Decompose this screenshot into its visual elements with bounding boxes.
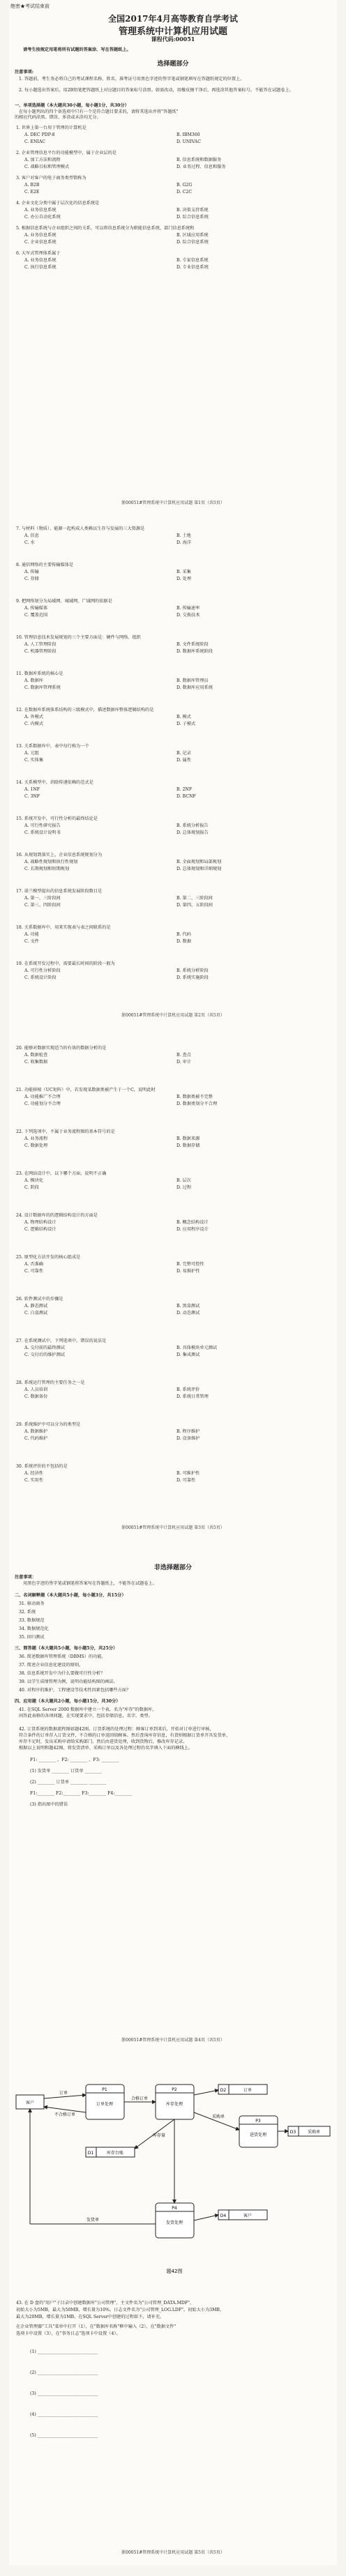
option-b: B. 黑盒测试 — [176, 1304, 200, 1309]
notice-title: 注意事项: — [15, 70, 34, 75]
option-c: C. 水 — [24, 540, 35, 545]
question-stem: 4. 企业文化分类中属于层次化的信息系统是 — [16, 201, 100, 206]
question-stem: 24. 设计数据库的的逻辑结构设计的方面是 — [16, 1213, 98, 1218]
page-3 — [9, 1025, 337, 1537]
question-stem: 14. 关系模型中，消除传递依赖的范式是 — [16, 780, 93, 785]
option-c: C. 机器管理阶段 — [24, 649, 57, 654]
option-b: B. 数据库管理员 — [176, 678, 209, 683]
option-b: B. 决策支持系统 — [176, 208, 209, 213]
option-d: D. 子模式 — [176, 722, 196, 726]
s3-item-40: 40. 对程序的维护，工程建设等技术性因素包括哪些方面？ — [19, 1688, 131, 1693]
option-c: C. 战略目标和管理模式 — [24, 165, 70, 169]
page-4 — [9, 1537, 337, 2050]
process-p4-id: P4 — [172, 2206, 177, 2211]
q41-line-2: 问答此表格的各项问题，在实现要求中，包括存储信息，名字，类型。 — [19, 1714, 153, 1718]
option-c: C. 可靠性 — [24, 1269, 44, 1274]
option-b: B. 采集 — [176, 570, 191, 574]
notice-title-2: 注意事项： — [15, 1575, 36, 1580]
option-b: B. 完整可控性 — [176, 1262, 204, 1267]
option-d: D. 数据类划分不合理 — [176, 1102, 218, 1106]
question-stem: 20. 能够对数据实现适当的有效的数据分析的是 — [16, 1046, 107, 1051]
option-a: A. 战略性规划和执行性规划 — [24, 860, 78, 864]
option-a: A. 数据维护 — [24, 1429, 48, 1434]
option-a: A. 业务信息系统 — [24, 258, 57, 263]
option-c: C. 代码维护 — [24, 1436, 48, 1441]
s2-item-34: 34. 数据规范化 — [19, 1626, 49, 1631]
question-stem: 22. 下列选项中，不属于业务流程图的基本符号的是 — [16, 1129, 115, 1134]
option-c: C. 内模式 — [24, 722, 44, 726]
question-stem: 18. 关系数据库中，用来实现表与表之间联系的是 — [16, 925, 111, 930]
option-b: B. 程序维护 — [176, 1429, 200, 1434]
course-title: 管理系统中计算机应用试题 — [118, 26, 227, 37]
page-1 — [9, 0, 337, 512]
svg-text:订单: 订单 — [243, 2088, 253, 2093]
process-p4-name: 发货处理 — [165, 2220, 183, 2225]
option-b: B. 信息系统和数据服务 — [176, 158, 222, 162]
section-2-title: 二、名词解释题（本大题共5小题，每小题3分，共15分） — [15, 1593, 126, 1598]
option-c: C. 存储 — [24, 577, 39, 581]
svg-text:D3: D3 — [289, 2130, 296, 2135]
option-d: D. 专业信息系统 — [176, 265, 209, 270]
q43-line-1: 43. 在 D 盘的"用户"子目录中创建数据库"公司管理"，主文件名为"公司管理_DATA.MDF"， — [16, 2301, 195, 2306]
svg-text:订单: 订单 — [59, 2091, 68, 2096]
question-stem: 10. 管理信息技术发展规划的三个主要方面是：硬件与网络、组织 — [16, 635, 141, 640]
option-a: A. 模块化 — [24, 1178, 43, 1183]
option-b: B. 土地 — [176, 533, 191, 538]
option-c: C. 长期规划和短期规划 — [24, 867, 70, 871]
section-1-title: 一、单项选择题（本大题共30小题，每小题1分，共30分） — [15, 103, 129, 108]
option-c: C. 逻辑结构设计 — [24, 1227, 57, 1232]
option-d: D. 数据存储 — [176, 1143, 200, 1148]
s3-item-37: 37. 简述企业信息化建设的原则。 — [19, 1663, 84, 1668]
option-c: C. 功能划分不合理 — [24, 1102, 61, 1106]
q42-line-1: 42. 订货系统的数据流程图如题42图。订货系统的处理过程：顾客订单到来后，开始对订单进行审核， — [19, 1727, 214, 1732]
q43-line-3: 最大为20MB，增长量为1MB。在SQL Server中创建的过程如下，请补充。 — [16, 2315, 165, 2319]
option-a: A. 数据检查 — [24, 1053, 48, 1058]
option-a: A. 经济性 — [24, 1471, 43, 1476]
blank-4[interactable]: (4) ____________________________ — [30, 2412, 98, 2417]
svg-text:D1: D1 — [87, 2151, 94, 2156]
option-c: C. 白盒测试 — [24, 1311, 48, 1316]
question-stem: 1. 世界上第一台用于管理的计算机是 — [16, 125, 86, 130]
process-p3-id: P3 — [255, 2119, 261, 2124]
option-b: B. G2G — [176, 183, 193, 188]
option-b: B. 可维护性 — [176, 1471, 200, 1476]
option-a: A. 第一、三阶段间 — [24, 896, 61, 901]
option-c: C. 办公自动化系统 — [24, 215, 61, 220]
option-d: D. 系统实施阶段 — [176, 975, 209, 980]
page-1-footer: 浙00051#管理系统中计算机应用试题 第1页（共5页） — [121, 501, 225, 505]
section-nonchoice: 非选择题部分 — [153, 1564, 192, 1571]
option-a: A. B2B — [24, 183, 40, 188]
option-d: D. 总体规划报告 — [176, 830, 209, 835]
option-d: D. 审计 — [176, 1060, 192, 1065]
option-a: A. 元组 — [24, 751, 39, 756]
option-a: A. 否准确 — [24, 1262, 43, 1267]
option-d: D. 综合信息系统 — [176, 215, 209, 220]
option-c: C. 实体集 — [24, 758, 44, 763]
svg-text:D2: D2 — [220, 2088, 227, 2093]
option-d: D. 易维护性 — [176, 1269, 200, 1274]
question-stem: 25. 原型化方法开发的核心组成是 — [16, 1255, 81, 1260]
s2-item-31: 31. 移动商务 — [19, 1601, 45, 1606]
s3-item-36: 36. 简述数据库管理系统（DBMS）的功能。 — [19, 1654, 106, 1659]
option-a: A. 数据库 — [24, 678, 43, 683]
option-a: A. 业务流程 — [24, 1136, 48, 1141]
option-c: C. 数据处理 — [24, 1143, 48, 1148]
fill-line-2: (1) 发货单 ________ 订货单 ________ — [30, 1769, 103, 1774]
question-stem: 9. 把网络划分为局域网、城域网、广域网的依据是 — [16, 599, 112, 604]
option-b: B. 文件系统阶段 — [176, 642, 209, 647]
process-p3-name: 进货处理 — [249, 2133, 267, 2137]
option-b: B. 记录 — [176, 751, 191, 756]
option-b: B. 传输速率 — [176, 606, 200, 611]
svg-text:客户: 客户 — [243, 2213, 253, 2218]
svg-text:库存量: 库存量 — [152, 2133, 166, 2138]
question-stem: 27. 在系统测试中，下列选项中，错误的说法是 — [16, 1339, 107, 1343]
s2-item-32: 32. 系统 — [19, 1610, 36, 1615]
option-b: B. 第二、三阶段间 — [176, 896, 213, 901]
page-2 — [9, 512, 337, 1025]
option-d: D. 过程 — [176, 1185, 192, 1190]
question-stem: 8. 通信网络的主要传输媒体是 — [16, 563, 74, 567]
fill-line-4: F1:________ F2:________ F3:________ F4:________ — [30, 1791, 133, 1796]
option-a: A. 业务信息系统 — [24, 208, 57, 213]
option-b: B. 系统分析阶段 — [176, 968, 209, 973]
question-stem: 6. 大军式管理体系属于 — [16, 251, 61, 256]
option-c: C. 阶段 — [24, 1185, 39, 1190]
blank-1[interactable]: (1) ____________________________ — [30, 2349, 98, 2354]
question-stem: 16. 从规划到落实上，企业信息系统规划分为 — [16, 853, 103, 858]
option-b: B. 专家信息系统 — [176, 258, 209, 263]
option-c: C. 文件 — [24, 939, 39, 944]
section-1-desc-2: 的相应代码涂黑。错涂、多涂或未涂均无分。 — [15, 115, 101, 120]
option-b: B. 系统评价 — [176, 1387, 200, 1392]
option-a: A. 静态测试 — [24, 1304, 48, 1309]
option-b: B. 系统分析报告 — [176, 823, 209, 828]
svg-text:采购单: 采购单 — [211, 2114, 225, 2119]
question-stem: 23. 在网站设计中，以下哪个方面，说明不正确 — [16, 1171, 107, 1176]
option-a: A. 信息 — [24, 533, 39, 538]
option-b: B. 查点 — [176, 1053, 191, 1058]
option-c: C. 收集数据 — [24, 1060, 48, 1065]
s3-item-39: 39. 以学生成绩管理为例，说明功能结构图的画法。 — [19, 1679, 118, 1684]
option-d: D. 处理 — [176, 577, 192, 581]
option-d: D. 系统日常管理 — [176, 1394, 209, 1399]
option-a: A. 业务信息系统 — [24, 233, 57, 238]
option-d: D. 集成测试 — [176, 1352, 200, 1357]
question-stem: 30. 系统评价的不包括的是 — [16, 1464, 68, 1469]
option-b: B. 概念结构设计 — [176, 1220, 209, 1225]
option-c: C. 数据库管理系统 — [24, 685, 61, 690]
option-c: C. 3NF — [24, 794, 40, 799]
option-a: A. 外模式 — [24, 715, 43, 719]
section-3-title: 三、简答题（本大题共5小题，每小题5分，共25分） — [15, 1646, 118, 1651]
page-5 — [9, 2050, 337, 2566]
option-a: A. 传输媒体 — [24, 606, 48, 611]
section-4-title: 四、应用题（本大题共2小题，每小题15分，共30分） — [15, 1699, 121, 1704]
option-d: D. 第四、五阶段间 — [176, 903, 213, 908]
process-p1-name: 订单处理 — [96, 2102, 114, 2107]
option-d: D. C2C — [176, 190, 193, 195]
notice-2-1: 用黑色字迹的签字笔或钢笔将答案写在答题纸上，不能答在试题卷上。 — [23, 1581, 157, 1586]
question-stem: 11. 数据库系统的核心是 — [16, 671, 63, 676]
option-a: A. 功能推广不合理 — [24, 1095, 61, 1099]
s2-item-35: 35. 回归测试 — [19, 1635, 45, 1640]
option-a: A. 加工方法和流程 — [24, 158, 61, 162]
q42-line-2: 符合条件的订单存入订货文件，不合格的订单返回给顾客。然后查询库存信息，有货则根据订货单开具发货单， — [19, 1733, 231, 1738]
option-d: D. 总体规划和详细规划 — [176, 867, 222, 871]
option-d: D. 应用程序设计 — [176, 1227, 209, 1232]
question-stem: 17. 诺兰模型提出的信息系统发展阶段数目是 — [16, 889, 103, 894]
option-c: C. 实用性 — [24, 1478, 44, 1483]
option-d: D. 动态测试 — [176, 1311, 200, 1316]
entity-customer-label: 客户 — [25, 2101, 35, 2105]
option-c: C. 交付后的维护测试 — [24, 1352, 65, 1357]
option-a: A. 交付前的最终测试 — [24, 1346, 65, 1350]
option-d: D. 可靠性 — [176, 1478, 196, 1483]
svg-text:发货单: 发货单 — [86, 2218, 100, 2223]
svg-text:D4: D4 — [220, 2213, 227, 2218]
q43-line-2: 初始大小为5MB，最大为50MB，增长量为10%。日志文件名为"公司管理_LOG.LDF"，初始大小为3MB， — [16, 2308, 225, 2312]
question-stem: 28. 系统运行管理的主要任务之一是 — [16, 1380, 85, 1385]
option-c: C. ENIAC — [24, 139, 46, 144]
option-c: C. 第三、四阶段间 — [24, 903, 61, 908]
course-code: 课程代码:00051 — [151, 36, 195, 43]
option-d: D. 交换技术 — [176, 613, 200, 618]
svg-text:合格订单: 合格订单 — [130, 2096, 149, 2101]
question-stem: 19. 在系统开发过程中，需要最长时间的阶段一般为 — [16, 961, 115, 966]
option-d: D. 数据库应用系统 — [176, 685, 213, 690]
option-d: D. 属性 — [176, 758, 192, 763]
dfd-diagram — [9, 2064, 337, 2294]
page-2-footer: 浙00051#管理系统中计算机应用试题 第2页（共5页） — [121, 1013, 225, 1018]
page-5-footer: 浙00051#管理系统中计算机应用试题 第5页（共5页） — [121, 2550, 225, 2555]
svg-text:采购单: 采购单 — [307, 2130, 321, 2135]
process-p1-id: P1 — [102, 2087, 107, 2092]
q42-line-4: 根据以上说明和题42图，将发货清单、采购订单以及各处理过程的名字填入下面的横线上。 — [19, 1746, 193, 1751]
question-stem: 21. 功能移植（UC矩阵）中，若发现某数据类被产生于一个C，说明此时 — [16, 1088, 156, 1092]
question-stem: 15. 系统开发中，可行性分析的最终结论是 — [16, 816, 98, 821]
option-d: D. 设备维护 — [176, 1436, 200, 1441]
option-c: C. E2E — [24, 190, 40, 195]
secret-mark: 绝密★考试结束前 — [10, 3, 50, 9]
fill-line-5: (3) 指出图中的错误 — [30, 1802, 68, 1807]
q43-line-4: 在企业管理器"工具"菜单中打开（1），在"数据库名称"框中输入（2），在"数据文件" — [16, 2324, 176, 2329]
notice-2: 2. 每小题选出答案后，用2B铅笔把答题纸上对应题目的答案标号涂黑。如需改动，用橡皮擦干净后，再选涂其他答案标号。不能答在试题卷上。 — [19, 88, 294, 93]
s3-item-38: 38. 信息系统开发中为什么要做可行性分析？ — [19, 1671, 105, 1676]
option-d: D. 海洋 — [176, 540, 192, 545]
option-c: C. 执行信息系统 — [24, 265, 57, 270]
option-b: B. 2NF — [176, 787, 193, 792]
blank-5[interactable]: (5) ____________________________ — [30, 2433, 98, 2438]
option-c: C. 覆盖范围 — [24, 613, 48, 618]
answer-note: 请考生按规定用笔将所有试题的答案涂、写在答题纸上。 — [23, 47, 131, 52]
option-a: A. DEC PDP-8 — [24, 132, 55, 137]
q42-line-3: 库存不足时，发出采购申请给采购部门。然后由进货处理，收到货物后，修改库存记录。 — [19, 1739, 188, 1744]
section-choice: 选择题部分 — [157, 61, 189, 68]
option-a: A. 传输 — [24, 570, 39, 574]
question-stem: 2. 企业管理信息平台的功能模型中，属于企业层的是 — [16, 151, 116, 155]
question-stem: 5. 根据信息系统与企业组织之间的关系，可以将信息系统分为职能信息系统、部门信息系统和 — [16, 226, 195, 231]
option-b: B. 区域应用系统 — [176, 233, 209, 238]
question-stem: 12. 在数据库系统体系结构的三级模式中，描述数据库整体逻辑结构的是 — [16, 708, 154, 712]
option-c: C. 数据备份 — [24, 1394, 48, 1399]
question-stem: 26. 软件测试中的步骤是 — [16, 1297, 63, 1302]
option-d: D. 业务过程、信息和服务 — [176, 165, 226, 169]
option-d: D. 数据 — [176, 939, 192, 944]
process-p2-id: P2 — [172, 2087, 177, 2092]
option-b: B. 具体模块单元测试 — [176, 1346, 217, 1350]
notice-1: 1. 答题前，考生务必将自己的考试课程名称、姓名、准考证号用黑色字迹的签字笔或钢笔填写在答题纸规定的位置上。 — [19, 77, 245, 82]
exam-title: 全国2017年4月高等教育自学考试 — [108, 14, 238, 24]
option-a: A. 物理结构设计 — [24, 1220, 57, 1225]
option-d: D. 综合信息系统 — [176, 240, 209, 245]
option-b: B. IBM360 — [176, 132, 200, 137]
option-a: A. 可行性研究报告 — [24, 823, 61, 828]
option-a: A. 可行性分析阶段 — [24, 968, 61, 973]
question-stem: 29. 系统维护中可以分为的类型是 — [16, 1422, 81, 1427]
process-p2-name: 库存处理 — [165, 2102, 183, 2107]
section-1-desc-1: 在每小题列出的四个备选项中只有一个是符合题目要求的，请将其选出并将"答题纸" — [19, 109, 179, 114]
option-b: B. 全面规划和局部规划 — [176, 860, 222, 864]
option-b: B. 模式 — [176, 715, 191, 719]
s2-item-33: 33. 数据规范 — [19, 1618, 45, 1623]
question-stem: 3. 客户对客户的电子商务类型简称为 — [16, 176, 86, 181]
q43-line-5: 选项卡中设置（3），在"事务日志"选项卡中设置（4）。 — [16, 2331, 121, 2336]
svg-text:不合格订单: 不合格订单 — [54, 2112, 76, 2117]
option-d: D. BCNF — [176, 794, 196, 799]
option-c: C. 系统设计说明书 — [24, 830, 61, 835]
option-a: A. 人工管理阶段 — [24, 642, 57, 647]
page-3-footer: 浙00051#管理系统中计算机应用试题 第3页（共5页） — [121, 1525, 225, 1530]
option-a: A. 人员培训 — [24, 1387, 48, 1392]
blank-3[interactable]: (3) ____________________________ — [30, 2391, 98, 2396]
diagram-caption: 题42图 — [166, 2269, 183, 2274]
option-a: A. 1NF — [24, 787, 40, 792]
option-d: D. UNIVAC — [176, 139, 201, 144]
option-c: C. 企业信息系统 — [24, 240, 57, 245]
option-b: B. 层次 — [176, 1178, 191, 1183]
option-c: C. 系统设计阶段 — [24, 975, 57, 980]
option-b: B. 数据类被不完整 — [176, 1095, 213, 1099]
question-stem: 7. 与材料（物质）、能源一起构成人类赖以生存与发展的三大资源是 — [16, 526, 145, 531]
question-stem: 13. 关系数据库中，表中每行称为一个 — [16, 744, 89, 749]
option-d: D. 数据库系统阶段 — [176, 649, 213, 654]
option-b: B. 数据来源 — [176, 1136, 200, 1141]
page-4-footer: 浙00051#管理系统中计算机应用试题 第4页（共5页） — [121, 2038, 225, 2043]
option-b: B. 代码 — [176, 932, 191, 937]
fill-line-1: F1: ________ ，F2: ________ ，F3: ________ — [30, 1758, 119, 1762]
option-a: A. 功能 — [24, 932, 39, 937]
svg-text:库存台账: 库存台账 — [106, 2151, 124, 2156]
blank-2[interactable]: (2) ____________________________ — [30, 2370, 98, 2375]
q41-line-1: 41. 在SQL Server 2000 数据库中建立一个表，名为"库存"的数据库， — [19, 1707, 157, 1712]
fill-line-3: (2) ________ 订货单 ________ ________ — [30, 1780, 107, 1785]
